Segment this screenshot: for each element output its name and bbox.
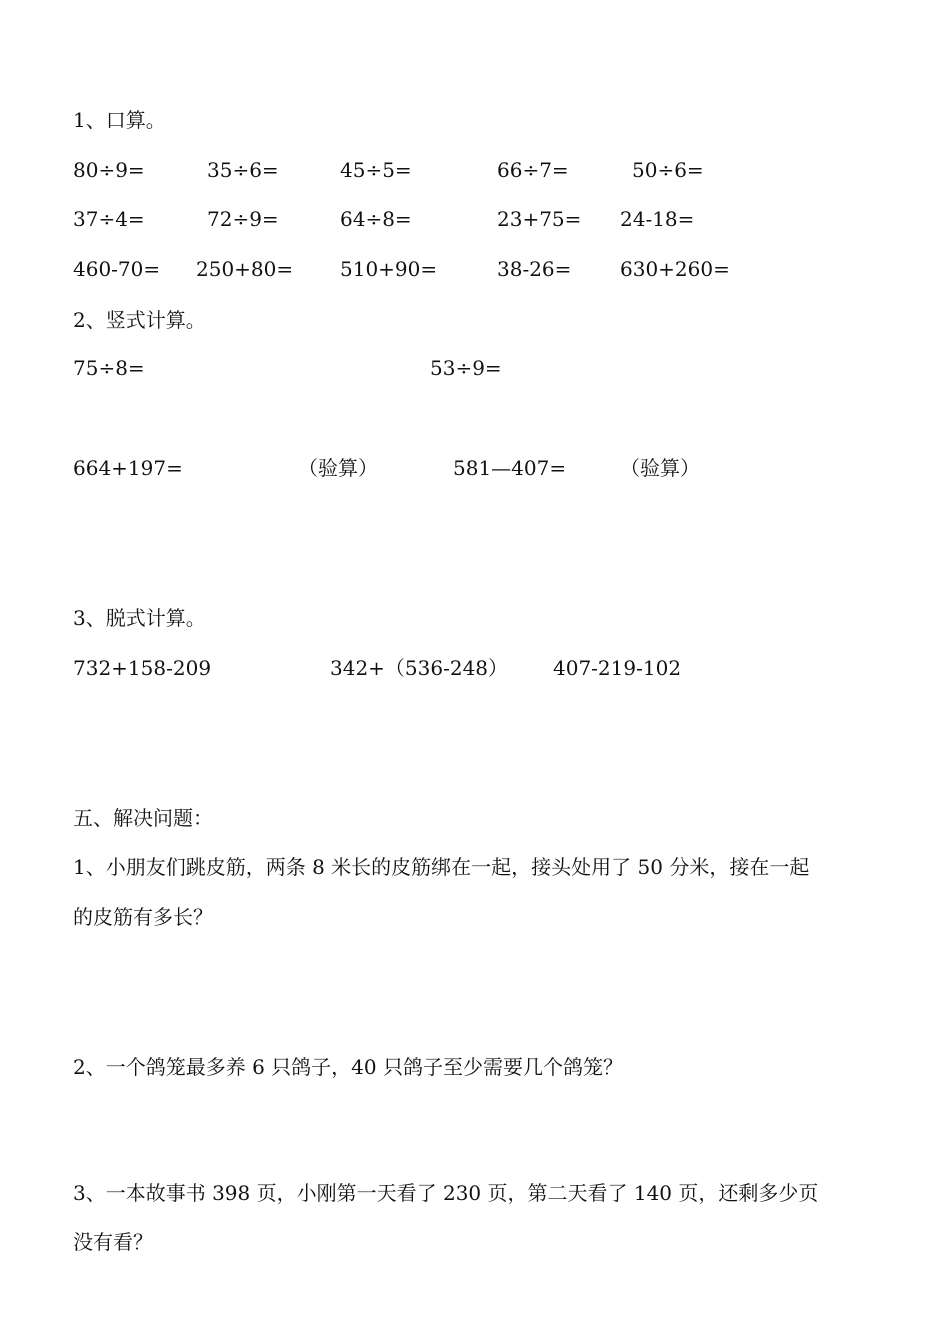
word-problem-3-line2: 没有看？ <box>73 1230 153 1254</box>
section1-heading: 1、口算。 <box>73 108 166 132</box>
oral-problem: 45÷5= <box>340 158 412 182</box>
oral-problem: 23+75= <box>497 207 582 231</box>
oral-problem: 66÷7= <box>497 158 569 182</box>
word-problem-2: 2、一个鸽笼最多养 6 只鸽子，40 只鸽子至少需要几个鸽笼？ <box>73 1055 623 1079</box>
word-problem-1-line2: 的皮筋有多长？ <box>73 905 213 929</box>
section2-heading: 2、竖式计算。 <box>73 308 206 332</box>
oral-problem: 80÷9= <box>73 158 145 182</box>
check-label: （验算） <box>620 456 700 480</box>
oral-problem: 38-26= <box>497 257 572 281</box>
oral-problem: 72÷9= <box>207 207 279 231</box>
oral-problem: 24-18= <box>620 207 695 231</box>
oral-problem: 630+260= <box>620 257 730 281</box>
stepwise-problem: 342+（536-248） <box>330 656 509 680</box>
section3-heading: 3、脱式计算。 <box>73 606 206 630</box>
oral-problem: 50÷6= <box>632 158 704 182</box>
vertical-problem: 581—407= <box>453 456 567 480</box>
word-problem-3-line1: 3、一本故事书 398 页，小刚第一天看了 230 页，第二天看了 140 页，还剩多少页 <box>73 1181 819 1205</box>
vertical-problem: 75÷8= <box>73 356 145 380</box>
oral-problem: 37÷4= <box>73 207 145 231</box>
stepwise-problem: 732+158-209 <box>73 656 212 680</box>
stepwise-problem: 407-219-102 <box>553 656 682 680</box>
oral-problem: 510+90= <box>340 257 438 281</box>
oral-problem: 250+80= <box>196 257 294 281</box>
check-label: （验算） <box>298 456 378 480</box>
word-problem-1-line1: 1、小朋友们跳皮筋，两条 8 米长的皮筋绑在一起，接头处用了 50 分米，接在一起 <box>73 855 810 879</box>
section5-heading: 五、解决问题： <box>73 806 213 830</box>
oral-problem: 460-70= <box>73 257 161 281</box>
vertical-problem: 53÷9= <box>430 356 502 380</box>
oral-problem: 35÷6= <box>207 158 279 182</box>
oral-problem: 64÷8= <box>340 207 412 231</box>
vertical-problem: 664+197= <box>73 456 183 480</box>
